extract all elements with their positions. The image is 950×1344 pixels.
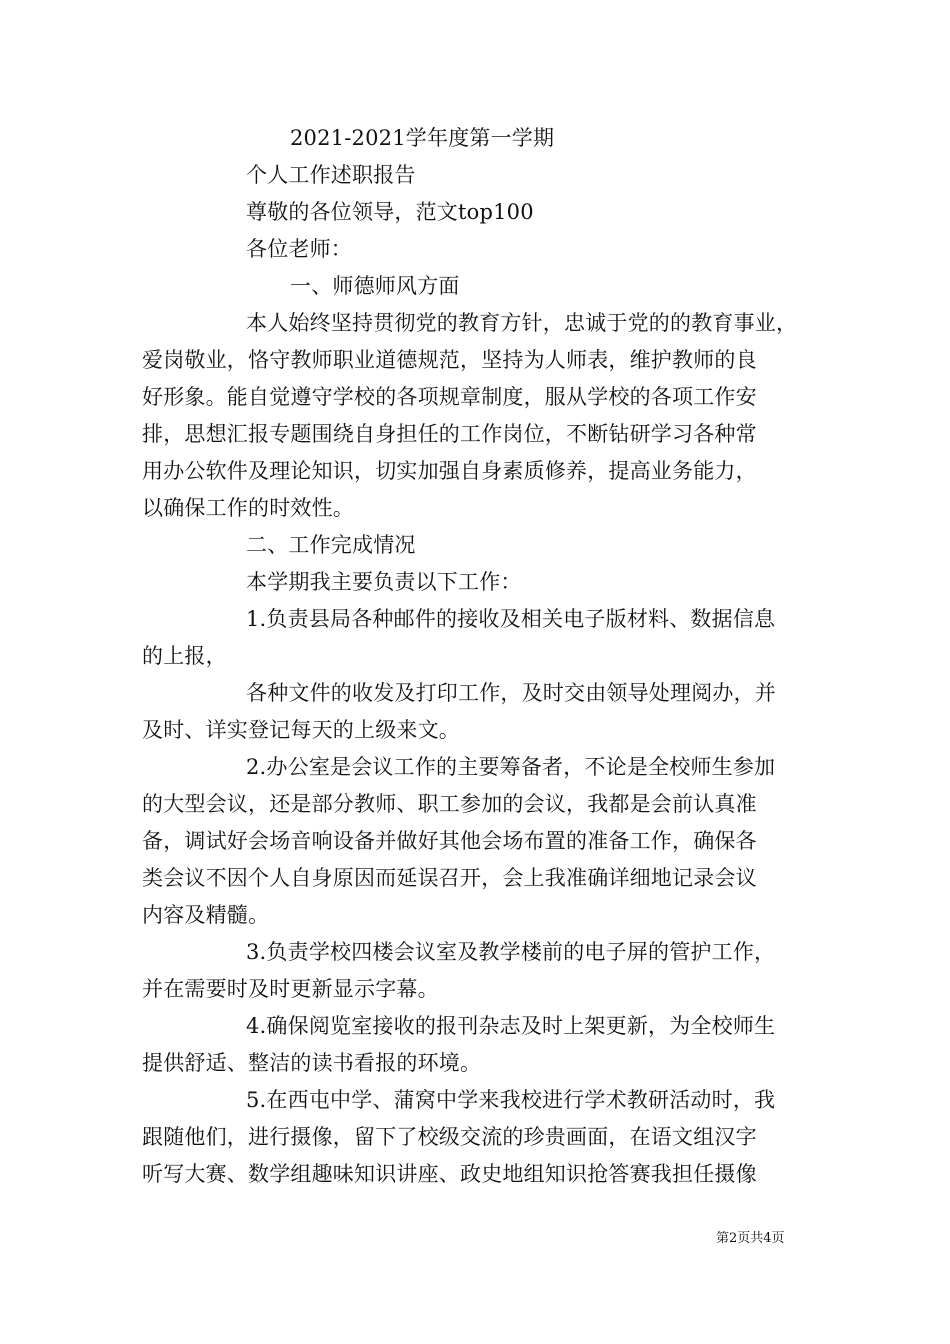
list-item-line: 3.负责学校四楼会议室及教学楼前的电子屏的管护工作， [246,940,776,964]
page-number-footer: 第2页共4页 [716,1231,785,1246]
list-item-line: 听写大赛、数学组趣味知识讲座、政史地组知识抢答赛我担任摄像 [142,1162,757,1186]
list-item-line: 2.办公室是会议工作的主要筹备者，不论是全校师生参加 [246,755,776,779]
section-heading-ethics: 一、师德师风方面 [290,274,460,298]
paragraph-line: 好形象。能自觉遵守学校的各项规章制度，服从学校的各项工作安 [142,385,757,409]
list-item-line: 并在需要时及时更新显示字幕。 [142,977,439,1001]
list-item-line: 5.在西屯中学、蒲窝中学来我校进行学术教研活动时，我 [246,1088,776,1112]
list-item-line: 类会议不因个人自身原因而延误召开，会上我准确详细地记录会议 [142,866,757,890]
paragraph-line: 以确保工作的时效性。 [142,496,354,520]
list-item-line: 内容及精髓。 [142,903,270,927]
list-item-line: 各种文件的收发及打印工作，及时交由领导处理阅办，并 [246,681,776,705]
paragraph-line: 爱岗敬业，恪守教师职业道德规范，坚持为人师表，维护教师的良 [142,348,757,372]
paragraph-line: 用办公软件及理论知识，切实加强自身素质修养，提高业务能力， [142,459,757,483]
paragraph-line: 排，思想汇报专题围绕自身担任的工作岗位，不断钻研学习各种常 [142,422,757,446]
list-item-line: 跟随他们，进行摄像，留下了校级交流的珍贵画面，在语文组汉字 [142,1125,757,1149]
list-item-line: 的上报， [142,644,227,668]
list-item-line: 提供舒适、整洁的读书看报的环境。 [142,1051,482,1075]
list-item-line: 的大型会议，还是部分教师、职工参加的会议，我都是会前认真准 [142,792,757,816]
list-item-line: 及时、详实登记每天的上级来文。 [142,718,460,742]
list-item-line: 4.确保阅览室接收的报刊杂志及时上架更新，为全校师生 [246,1014,776,1038]
document-title-report: 个人工作述职报告 [246,163,416,187]
list-item-line: 1.负责县局各种邮件的接收及相关电子版材料、数据信息 [246,607,776,631]
salutation-leaders: 尊敬的各位领导，范文top100 [246,200,534,224]
paragraph-line: 本学期我主要负责以下工作： [246,570,522,594]
document-title-term: 2021-2021学年度第一学期 [290,126,555,150]
paragraph-line: 本人始终坚持贯彻党的教育方针，忠诚于党的的教育事业， [246,311,798,335]
section-heading-work: 二、工作完成情况 [246,533,416,557]
list-item-line: 备，调试好会场音响设备并做好其他会场布置的准备工作，确保各 [142,829,757,853]
salutation-teachers: 各位老师： [246,237,352,261]
